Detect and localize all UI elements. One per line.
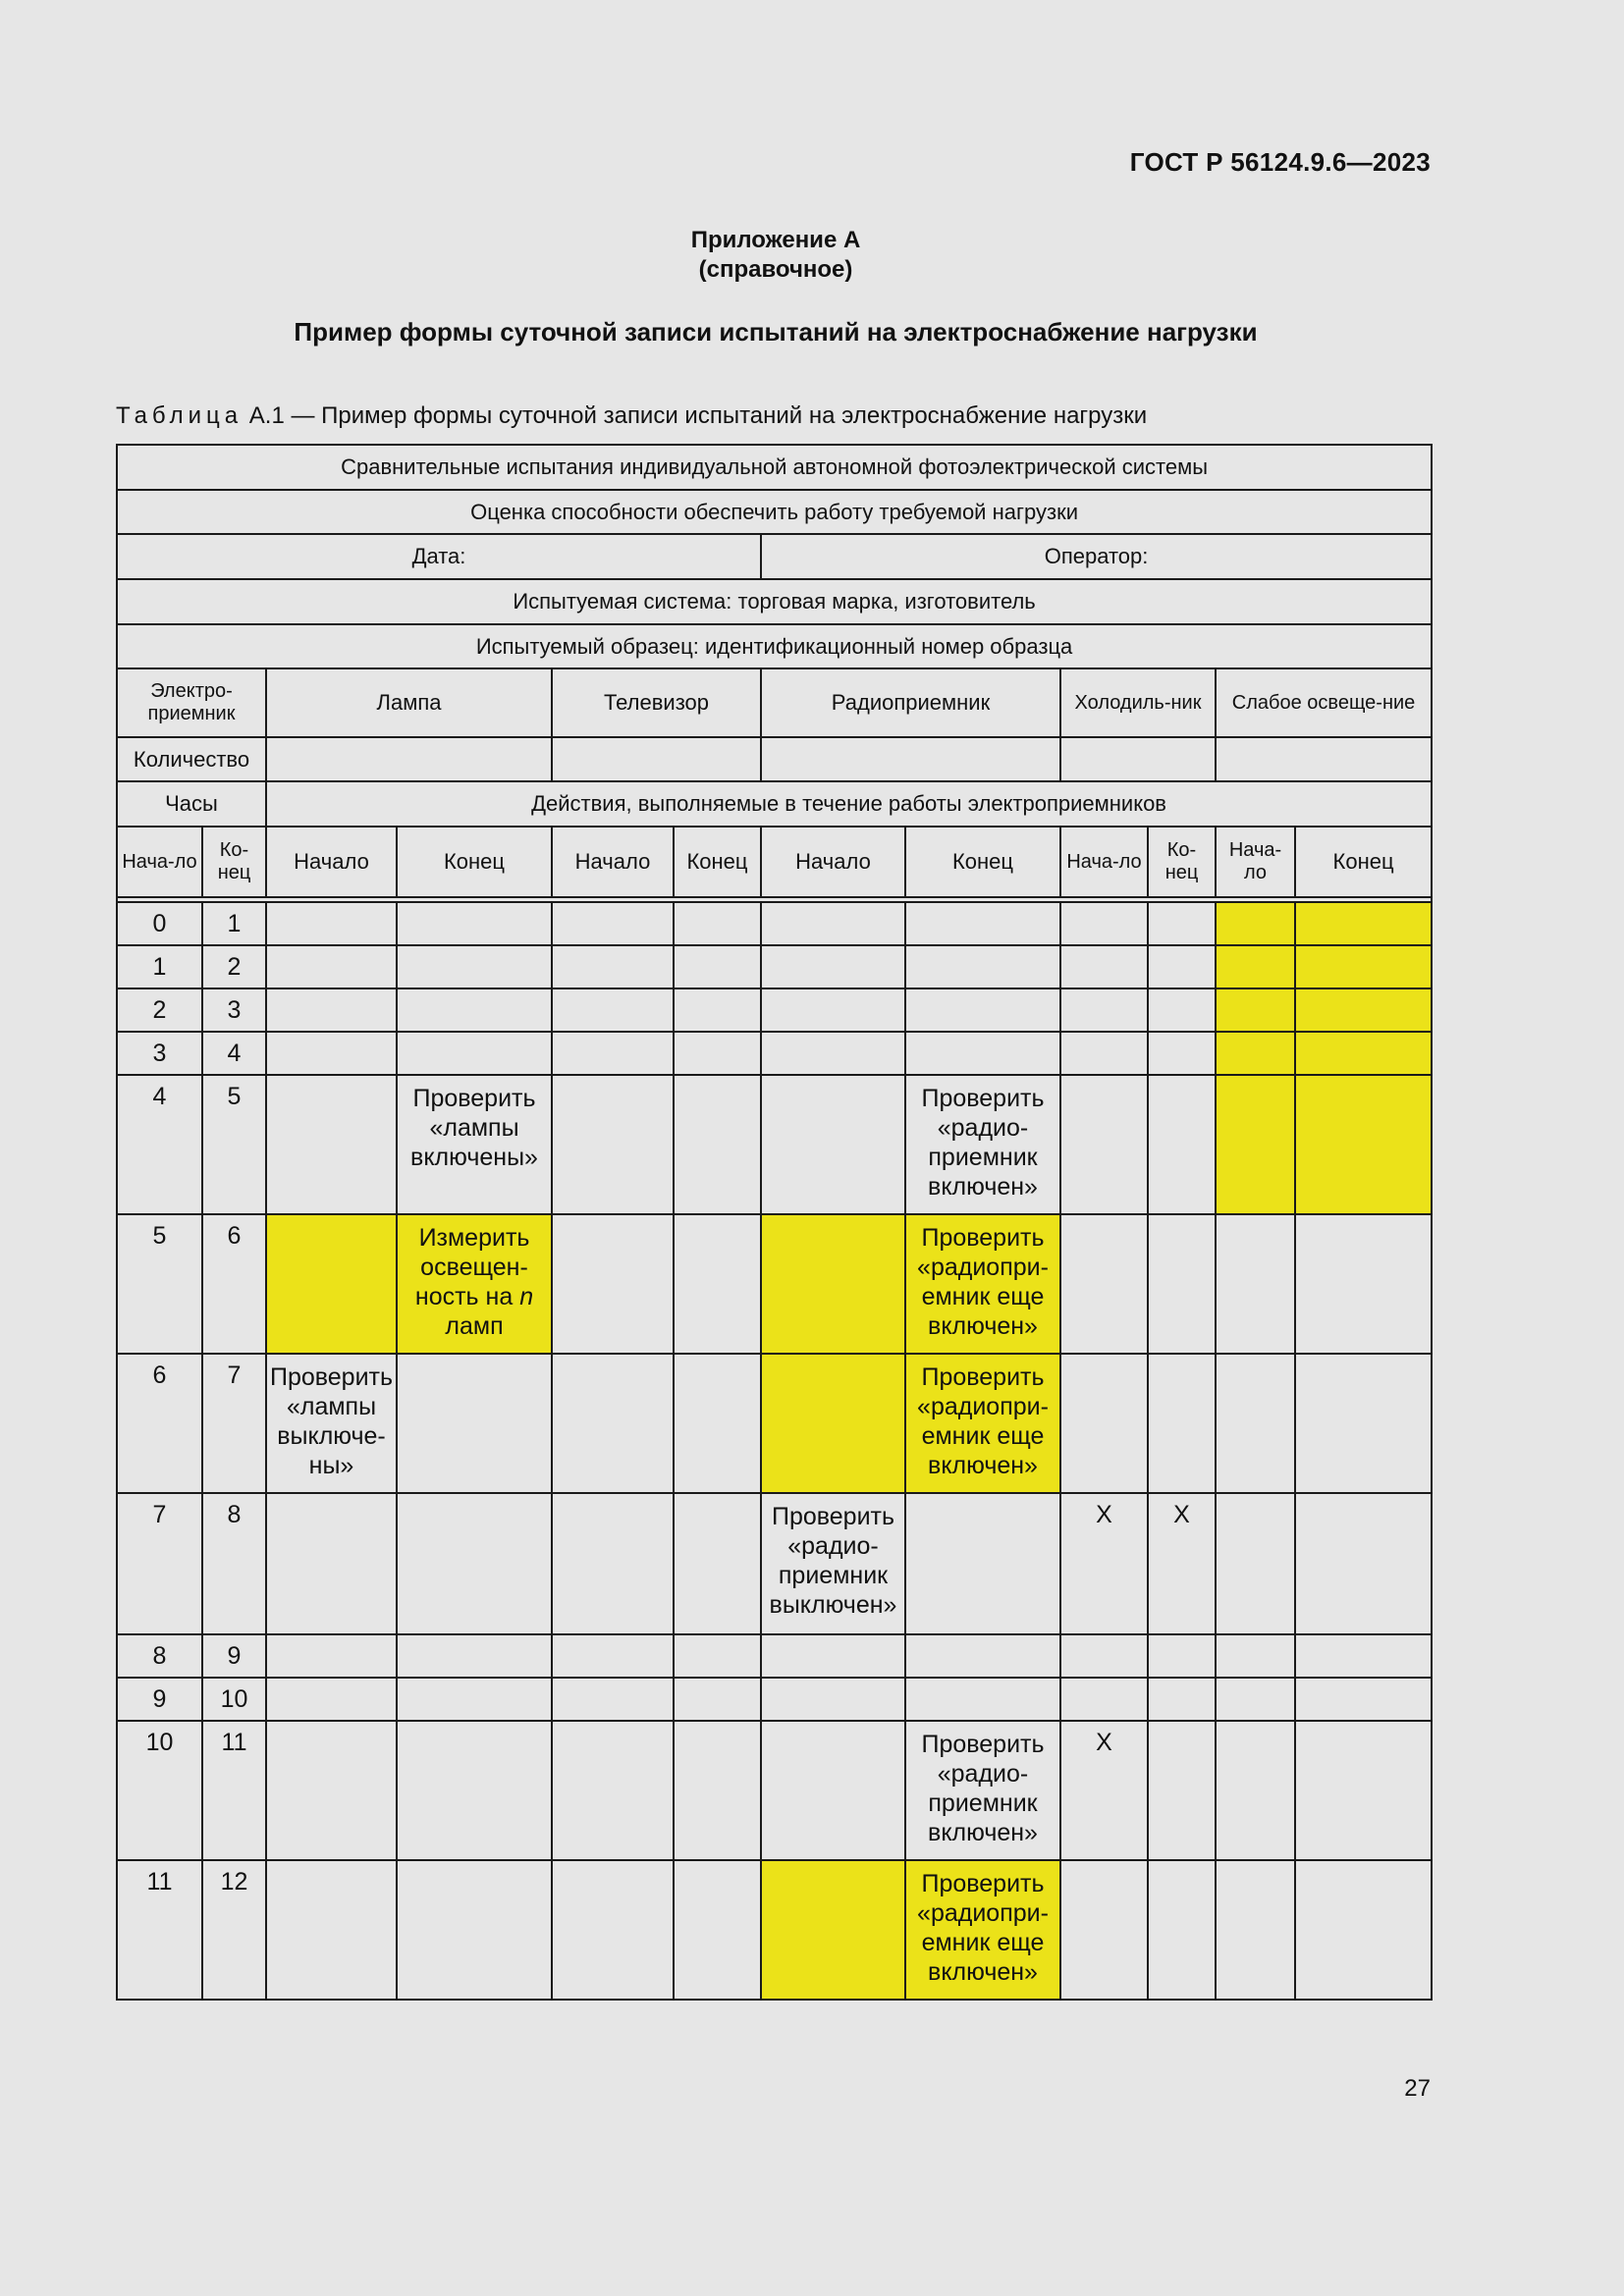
- hour-end: 4: [202, 1032, 266, 1075]
- highlight-cell: [266, 1214, 397, 1354]
- highlight-cell: [1216, 988, 1295, 1032]
- hour-end: 12: [202, 1860, 266, 2000]
- hour-end: 10: [202, 1678, 266, 1721]
- highlight-cell: [1295, 902, 1432, 945]
- table-cell: [1216, 737, 1432, 781]
- table-row: [117, 827, 1432, 897]
- test-record-table: [116, 444, 1433, 2001]
- table-row: [117, 1493, 1432, 1634]
- lamp-start-header: Начало: [266, 827, 397, 897]
- hour-start: 4: [117, 1075, 202, 1214]
- hour-start: 0: [117, 902, 202, 945]
- radio-check-off-note: Проверить «радио-приемник выключен»: [761, 1493, 905, 1634]
- hour-end: 7: [202, 1354, 266, 1493]
- highlight-cell: [1295, 1032, 1432, 1075]
- hour-start: 2: [117, 988, 202, 1032]
- fridge-end-header: Ко-нец: [1148, 827, 1216, 897]
- table-cell: [552, 737, 761, 781]
- actions-header: Действия, выполняемые в течение работы электроприемников: [266, 781, 1432, 827]
- table-row: [117, 579, 1432, 624]
- table-cell: [266, 737, 552, 781]
- lamp-check-on-note: Проверить «лампы включены»: [397, 1075, 552, 1214]
- hour-end: 6: [202, 1214, 266, 1354]
- tested-system-cell: Испытуемая система: торговая марка, изготовитель: [117, 579, 1432, 624]
- hours-label: Часы: [117, 781, 266, 827]
- hour-start: 1: [117, 945, 202, 988]
- radio-start-header: Начало: [761, 827, 905, 897]
- fridge-start-header: Нача-ло: [1060, 827, 1148, 897]
- hour-end: 9: [202, 1634, 266, 1678]
- highlight-cell: [761, 1354, 905, 1493]
- page-number: 27: [1404, 2075, 1431, 2102]
- appendix-type: (справочное): [698, 256, 853, 283]
- table-row: [117, 1075, 1432, 1214]
- table-row: [117, 668, 1432, 737]
- table-row: [117, 445, 1432, 490]
- radio-check-on-note: Проверить «радио-приемник включен»: [905, 1075, 1060, 1214]
- table-row: [117, 1860, 1432, 2000]
- radio-still-on-note: Проверить «радиопри-емник еще включен»: [905, 1860, 1060, 2000]
- tv-start-header: Начало: [552, 827, 674, 897]
- quantity-label: Количество: [117, 737, 266, 781]
- lamp-end-header: Конец: [397, 827, 552, 897]
- fridge-start-x-mark: X: [1060, 1721, 1148, 1860]
- hour-start: 6: [117, 1354, 202, 1493]
- radio-header: Радиоприемник: [761, 668, 1060, 737]
- document-code: ГОСТ Р 56124.9.6—2023: [1129, 147, 1431, 177]
- fridge-start-x-mark: X: [1060, 1493, 1148, 1634]
- hour-start: 8: [117, 1634, 202, 1678]
- highlight-cell: [1295, 988, 1432, 1032]
- table-row: [117, 1214, 1432, 1354]
- highlight-cell: [1295, 1075, 1432, 1214]
- hour-start: 10: [117, 1721, 202, 1860]
- highlight-cell: [1216, 902, 1295, 945]
- lowlight-start-header: Нача-ло: [1216, 827, 1295, 897]
- highlight-cell: [761, 1214, 905, 1354]
- hour-end: 8: [202, 1493, 266, 1634]
- table-row: [117, 945, 1432, 988]
- lowlight-header: Слабое освеще-ние: [1216, 668, 1432, 737]
- table-cell: [761, 737, 1060, 781]
- table-caption-text: А.1 — Пример формы суточной записи испытаний на электроснабжение нагрузки: [243, 402, 1148, 429]
- table-row: [117, 1678, 1432, 1721]
- table-cell: [1060, 737, 1216, 781]
- highlight-cell: [1216, 1075, 1295, 1214]
- lamp-header: Лампа: [266, 668, 552, 737]
- hour-end: 11: [202, 1721, 266, 1860]
- highlight-cell: [761, 1860, 905, 2000]
- comparative-tests-cell: Сравнительные испытания индивидуальной автономной фотоэлектрической системы: [117, 445, 1432, 490]
- receiver-header: Электро-приемник: [117, 668, 266, 737]
- table-caption-prefix: Таблица: [116, 402, 244, 429]
- fridge-header: Холодиль-ник: [1060, 668, 1216, 737]
- tv-end-header: Конец: [674, 827, 761, 897]
- highlight-cell: [1295, 945, 1432, 988]
- table-row: [117, 1634, 1432, 1678]
- table-row: [117, 534, 1432, 579]
- hour-end: 2: [202, 945, 266, 988]
- radio-still-on-note: Проверить «радиопри-емник еще включен»: [905, 1354, 1060, 1493]
- hour-end: 3: [202, 988, 266, 1032]
- appendix-heading: [0, 226, 1551, 285]
- table-row: [117, 1721, 1432, 1860]
- date-cell: Дата:: [117, 534, 761, 579]
- hour-start: 9: [117, 1678, 202, 1721]
- table-row: [117, 737, 1432, 781]
- appendix-title: Приложение А: [690, 227, 861, 253]
- table-row: [117, 902, 1432, 945]
- lowlight-end-header: Конец: [1295, 827, 1432, 897]
- table-row: [117, 781, 1432, 827]
- hour-end-header: Ко-нец: [202, 827, 266, 897]
- radio-end-header: Конец: [905, 827, 1060, 897]
- hour-end: 1: [202, 902, 266, 945]
- table-row: [117, 988, 1432, 1032]
- lamp-check-off-note: Проверить «лампы выключе-ны»: [266, 1354, 397, 1493]
- fridge-end-x-mark: X: [1148, 1493, 1216, 1634]
- hour-start: 11: [117, 1860, 202, 2000]
- tv-header: Телевизор: [552, 668, 761, 737]
- main-title: Пример формы суточной записи испытаний на электроснабжение нагрузки: [294, 317, 1258, 347]
- hour-start: 5: [117, 1214, 202, 1354]
- table-row: [117, 490, 1432, 534]
- radio-still-on-note: Проверить «радиопри-емник еще включен»: [905, 1214, 1060, 1354]
- hour-start: 7: [117, 1493, 202, 1634]
- assessment-cell: Оценка способности обеспечить работу требуемой нагрузки: [117, 490, 1432, 534]
- hour-start-header: Нача-ло: [117, 827, 202, 897]
- tested-sample-cell: Испытуемый образец: идентификационный номер образца: [117, 624, 1432, 668]
- hour-start: 3: [117, 1032, 202, 1075]
- highlight-cell: [1216, 1032, 1295, 1075]
- measure-illuminance-note: Измерить освещен-ность на n ламп: [397, 1214, 552, 1354]
- table-row: [117, 624, 1432, 668]
- radio-check-on-note: Проверить «радио-приемник включен»: [905, 1721, 1060, 1860]
- highlight-cell: [1216, 945, 1295, 988]
- table-caption: [116, 402, 1147, 430]
- table-row: [117, 1032, 1432, 1075]
- table-row: [117, 1354, 1432, 1493]
- hour-end: 5: [202, 1075, 266, 1214]
- operator-cell: Оператор:: [761, 534, 1432, 579]
